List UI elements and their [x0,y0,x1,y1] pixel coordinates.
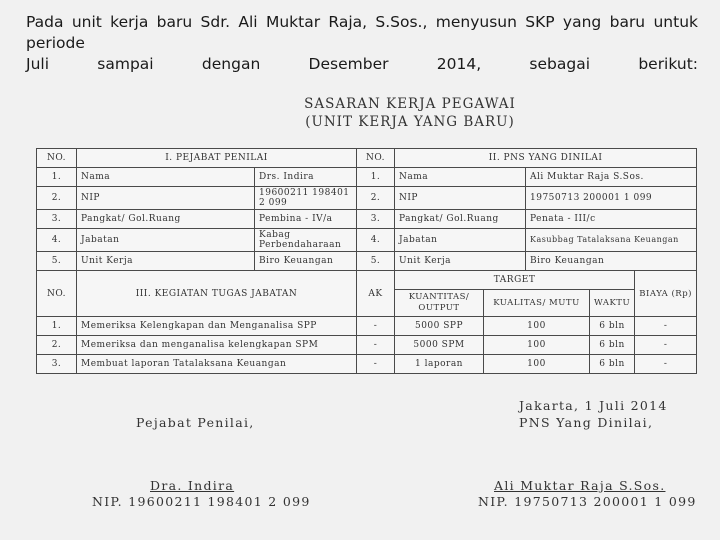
table-row [37,252,697,271]
row-no: 2. [37,187,77,210]
row-label: Nama [77,168,255,187]
col-ak-header: AK [357,271,395,317]
row-no2: 2. [357,187,395,210]
left-signer-title: Pejabat Penilai, [136,415,255,430]
task-quantity: 5000 SPP [395,317,484,336]
task-quantity: 5000 SPM [395,336,484,355]
row-value2: Biro Keuangan [526,252,697,271]
task-time: 6 bln [590,317,635,336]
table-row [37,317,697,336]
task-quantity: 1 laporan [395,355,484,374]
col-no2-header: NO. [357,149,395,168]
right-signer-name: Ali Muktar Raja S.Sos. [494,478,666,493]
row-label2: Unit Kerja [395,252,526,271]
row-label2: Jabatan [395,229,526,252]
col-kuantitas-header: KUANTITAS/ OUTPUT [395,290,484,317]
task-quality: 100 [484,317,590,336]
row-value2: Ali Muktar Raja S.Sos. [526,168,697,187]
task-quality: 100 [484,336,590,355]
task-ak: - [357,317,395,336]
col-biaya-header: BIAYA (Rp) [635,271,697,317]
intro-paragraph [26,12,698,75]
task-cost: - [635,355,697,374]
task-no: 3. [37,355,77,374]
document-subtitle: (UNIT KERJA YANG BARU) [305,114,515,130]
right-signer-title: PNS Yang Dinilai, [519,415,654,430]
right-signer-nip: NIP. 19750713 200001 1 099 [478,494,697,509]
row-value: Pembina - IV/a [255,210,357,229]
task-cost: - [635,317,697,336]
row-label2: Nama [395,168,526,187]
table-row [37,210,697,229]
task-ak: - [357,355,395,374]
col-no-header: NO. [37,149,77,168]
task-time: 6 bln [590,355,635,374]
row-no2: 5. [357,252,395,271]
row-no: 5. [37,252,77,271]
task-activity: Membuat laporan Tatalaksana Keuangan [77,355,357,374]
row-label2: NIP [395,187,526,210]
row-label: Unit Kerja [77,252,255,271]
task-activity: Memeriksa dan menganalisa kelengkapan SPM [77,336,357,355]
row-label2: Pangkat/ Gol.Ruang [395,210,526,229]
row-no: 3. [37,210,77,229]
left-signer-nip: NIP. 19600211 198401 2 099 [92,494,311,509]
row-label: Jabatan [77,229,255,252]
row-no2: 3. [357,210,395,229]
row-no2: 4. [357,229,395,252]
row-value2: 19750713 200001 1 099 [526,187,697,210]
intro-line-2: Juli sampai dengan Desember 2014, sebagai berikut: [26,55,698,73]
row-no: 1. [37,168,77,187]
task-activity: Memeriksa Kelengkapan dan Menganalisa SPP [77,317,357,336]
row-no: 4. [37,229,77,252]
place-date: Jakarta, 1 Juli 2014 [519,398,668,413]
section-pns-dinilai: II. PNS YANG DINILAI [395,149,697,168]
row-value: Drs. Indira [255,168,357,187]
table-row [37,229,697,252]
row-value: Biro Keuangan [255,252,357,271]
row-no2: 1. [357,168,395,187]
row-value: 19600211 198401 2 099 [255,187,357,210]
task-quality: 100 [484,355,590,374]
skp-table [36,148,697,374]
table-row [37,336,697,355]
task-no: 2. [37,336,77,355]
table-row [37,168,697,187]
table-row [37,355,697,374]
row-value2: Kasubbag Tatalaksana Keuangan [526,229,697,252]
left-signer-name: Dra. Indira [150,478,235,493]
table-row [37,187,697,210]
row-label: NIP [77,187,255,210]
table-header-row [37,149,697,168]
task-cost: - [635,336,697,355]
col-kualitas-header: KUALITAS/ MUTU [484,290,590,317]
row-value: Kabag Perbendaharaan [255,229,357,252]
section-kegiatan: III. KEGIATAN TUGAS JABATAN [77,271,357,317]
target-header-row [37,271,697,290]
task-time: 6 bln [590,336,635,355]
row-label: Pangkat/ Gol.Ruang [77,210,255,229]
target-header: TARGET [395,271,635,290]
col-waktu-header: WAKTU [590,290,635,317]
col-no-header: NO. [37,271,77,317]
task-no: 1. [37,317,77,336]
document-title: SASARAN KERJA PEGAWAI [304,96,516,112]
intro-line-1: Pada unit kerja baru Sdr. Ali Muktar Raja, S.Sos., menyusun SKP yang baru untuk periode [26,13,698,52]
row-value2: Penata - III/c [526,210,697,229]
section-pejabat-penilai: I. PEJABAT PENILAI [77,149,357,168]
task-ak: - [357,336,395,355]
